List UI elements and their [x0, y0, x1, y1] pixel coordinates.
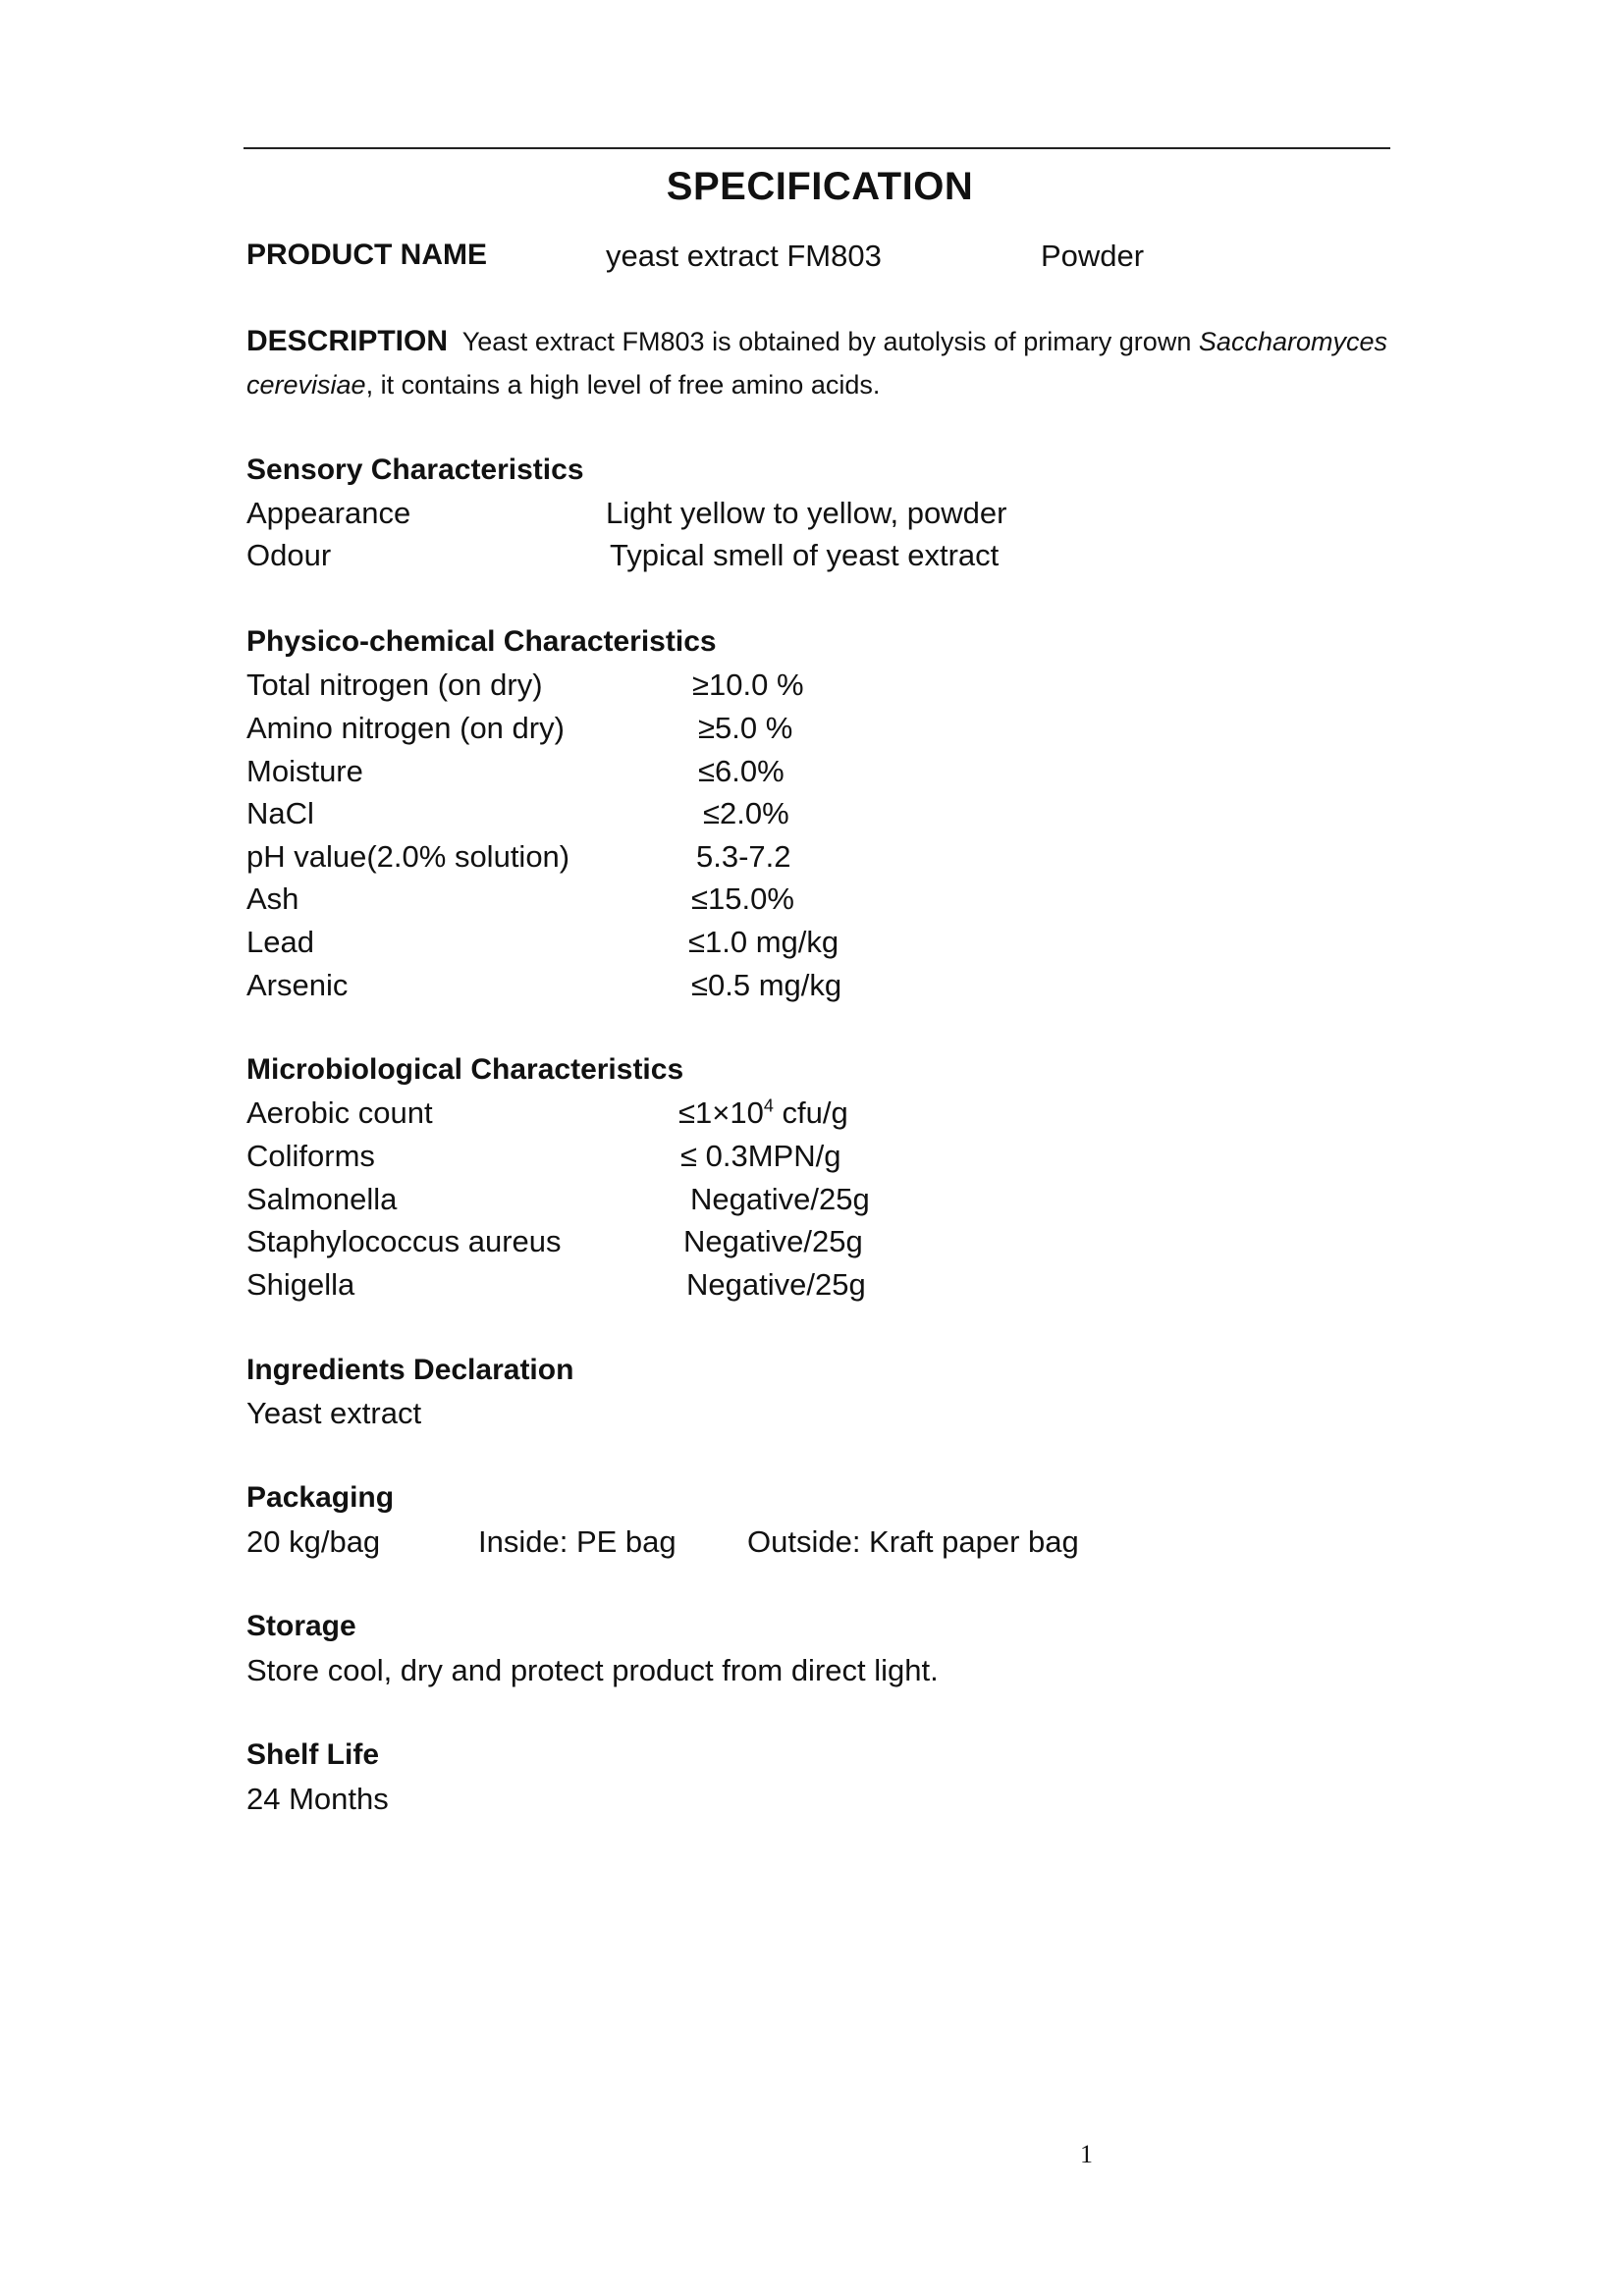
product-name-label: PRODUCT NAME: [246, 239, 487, 271]
packaging-inside: Inside: PE bag: [478, 1524, 677, 1559]
page-number: 1: [1080, 2140, 1093, 2168]
description-organism: Saccharomyces cerevisiae: [246, 327, 1387, 400]
sensory-value-appearance: Light yellow to yellow, powder: [606, 496, 1007, 530]
description-label: DESCRIPTION: [246, 325, 449, 357]
micro-value-shigella: Negative/25g: [686, 1267, 866, 1302]
sensory-label-odour: Odour: [246, 538, 332, 572]
micro-label-aerobic-count: Aerobic count: [246, 1095, 433, 1130]
physico-value-moisture: ≤6.0%: [698, 754, 785, 788]
header-rule: [244, 147, 1390, 149]
physico-label-moisture: Moisture: [246, 754, 363, 788]
description-text-before: Yeast extract FM803 is obtained by autolysis of primary grown: [461, 327, 1199, 356]
sensory-heading: Sensory Characteristics: [246, 454, 584, 486]
storage-text: Store cool, dry and protect product from direct light.: [246, 1653, 939, 1687]
aerobic-exponent: 4: [763, 1095, 774, 1116]
packaging-heading: Packaging: [246, 1481, 395, 1514]
micro-value-staph: Negative/25g: [683, 1224, 863, 1258]
physico-label-lead: Lead: [246, 925, 314, 959]
micro-value-salmonella: Negative/25g: [690, 1182, 870, 1216]
micro-label-coliforms: Coliforms: [246, 1139, 375, 1173]
physico-label-nacl: NaCl: [246, 796, 314, 830]
micro-heading: Microbiological Characteristics: [246, 1053, 684, 1086]
aerobic-base: ≤1×10: [678, 1095, 764, 1130]
physico-heading: Physico-chemical Characteristics: [246, 625, 717, 658]
physico-value-nacl: ≤2.0%: [703, 796, 789, 830]
storage-heading: Storage: [246, 1610, 356, 1642]
physico-value-ash: ≤15.0%: [691, 881, 794, 916]
packaging-outside: Outside: Kraft paper bag: [747, 1524, 1079, 1559]
sensory-label-appearance: Appearance: [246, 496, 411, 530]
document-title: SPECIFICATION: [666, 165, 974, 208]
physico-value-total-nitrogen: ≥10.0 %: [692, 667, 804, 702]
micro-value-coliforms: ≤ 0.3MPN/g: [680, 1139, 841, 1173]
micro-label-salmonella: Salmonella: [246, 1182, 398, 1216]
ingredients-heading: Ingredients Declaration: [246, 1354, 574, 1386]
product-form: Powder: [1041, 239, 1145, 273]
description-text-after: , it contains a high level of free amino acids.: [365, 370, 881, 400]
ingredients-text: Yeast extract: [246, 1396, 422, 1430]
shelf-life-heading: Shelf Life: [246, 1738, 380, 1771]
shelf-life-text: 24 Months: [246, 1782, 389, 1816]
micro-label-shigella: Shigella: [246, 1267, 355, 1302]
sensory-value-odour: Typical smell of yeast extract: [610, 538, 1000, 572]
physico-label-total-nitrogen: Total nitrogen (on dry): [246, 667, 543, 702]
physico-value-ph: 5.3-7.2: [696, 839, 791, 874]
physico-label-ash: Ash: [246, 881, 299, 916]
micro-value-aerobic-count: [678, 1095, 848, 1131]
aerobic-unit: cfu/g: [773, 1095, 848, 1130]
product-name-value: yeast extract FM803: [606, 239, 882, 273]
description-paragraph: [246, 320, 1387, 406]
physico-label-ph: pH value(2.0% solution): [246, 839, 570, 874]
physico-value-lead: ≤1.0 mg/kg: [688, 925, 839, 959]
micro-label-staph: Staphylococcus aureus: [246, 1224, 562, 1258]
physico-label-arsenic: Arsenic: [246, 968, 349, 1002]
physico-value-amino-nitrogen: ≥5.0 %: [698, 711, 793, 745]
packaging-weight: 20 kg/bag: [246, 1524, 381, 1559]
physico-label-amino-nitrogen: Amino nitrogen (on dry): [246, 711, 565, 745]
physico-value-arsenic: ≤0.5 mg/kg: [691, 968, 842, 1002]
